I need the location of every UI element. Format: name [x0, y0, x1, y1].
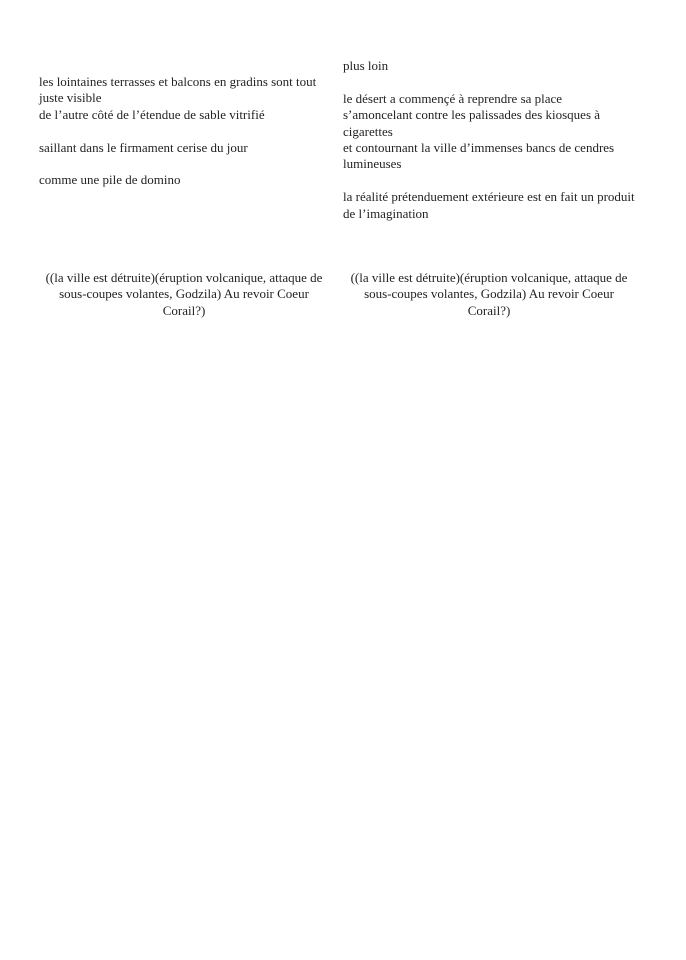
- right-line: plus loin: [343, 58, 389, 73]
- stanza-break: [343, 173, 638, 189]
- right-line: et contournant la ville d’immenses bancs de cendres lumineuses: [343, 140, 615, 172]
- right-line: la réalité prétenduement extérieure est en fait un produit de l’imagination: [343, 189, 635, 221]
- stanza-break: [39, 123, 334, 139]
- left-caption: ((la ville est détruite)(éruption volcanique, attaque de sous-coupes volantes, Godzila) Au revoir Coeur Corail?): [45, 270, 323, 318]
- left-line: les lointaines terrasses et balcons en gradins sont tout juste visible: [39, 74, 317, 106]
- left-line: de l’autre côté de l’étendue de sable vitrifié: [39, 106, 265, 122]
- right-line: le désert a commençé à reprendre sa place: [343, 90, 563, 106]
- right-line: s’amoncelant contre les palissades des kiosques à cigarettes: [343, 107, 601, 139]
- left-line: comme une pile de domino: [39, 172, 181, 188]
- left-text-column: [39, 74, 334, 189]
- stanza-break: [39, 156, 334, 172]
- left-line: saillant dans le firmament cerise du jour: [39, 139, 248, 155]
- stanza-break: [343, 74, 638, 90]
- right-text-column: [343, 58, 638, 222]
- right-caption: ((la ville est détruite)(éruption volcanique, attaque de sous-coupes volantes, Godzila) Au revoir Coeur Corail?): [350, 270, 628, 318]
